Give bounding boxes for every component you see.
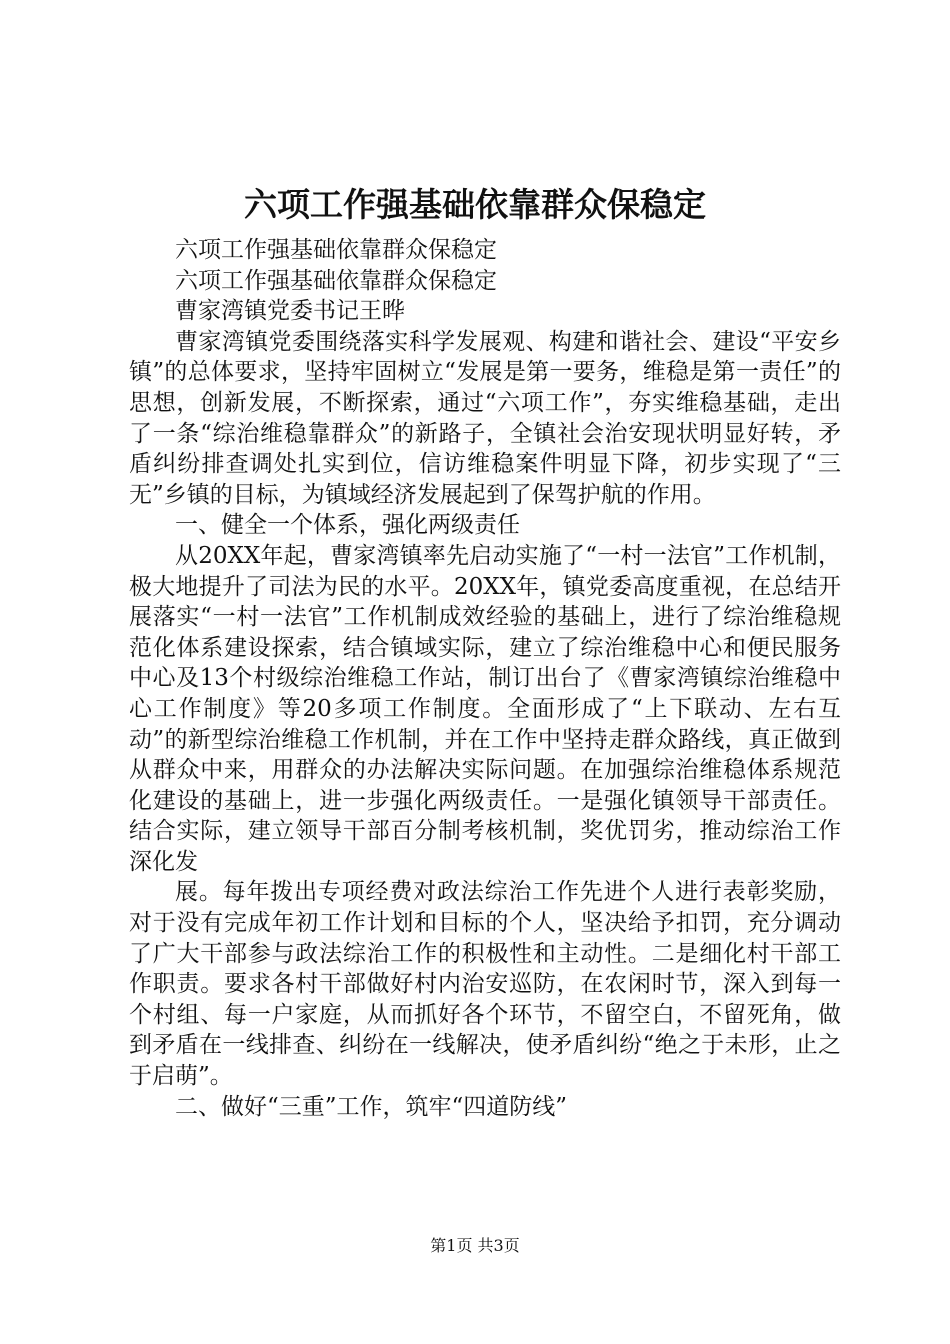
document-body [129, 235, 841, 1122]
section-heading: 一、健全一个体系，强化两级责任 [175, 512, 520, 539]
paragraph: 六项工作强基础依靠群众保稳定 [175, 267, 497, 294]
paragraph: 展。每年拨出专项经费对政法综治工作先进个人进行表彰奖励，对于没有完成年初工作计划和目标的个人，坚决给予扣罚，充分调动了广大干部参与政法综治工作的积极性和主动性。二是细化村干部工作职责。要求各村干部做好村内治安巡防，在农闲时节，深入到每一个村组、每一户家庭，从而抓好各个环节，不留空白，不留死角，做到矛盾在一线排查、纠纷在一线解决，使矛盾纠纷“绝之于未形，止之于启萌”。 [129, 879, 841, 1090]
document-title: 六项工作强基础依靠群众保稳定 [244, 185, 706, 224]
section-heading: 二、做好“三重”工作，筑牢“四道防线” [175, 1093, 568, 1120]
paragraph: 六项工作强基础依靠群众保稳定 [175, 237, 497, 263]
paragraph: 曹家湾镇党委围绕落实科学发展观、构建和谐社会、建设“平安乡镇”的总体要求，坚持牢固树立“发展是第一要务，维稳是第一责任”的思想，创新发展，不断探索，通过“六项工作”，夯实维稳基础，走出了一条“综治维稳靠群众”的新路子，全镇社会治安现状明显好转，矛盾纠纷排查调处扎实到位，信访维稳案件明显下降，初步实现了“三无”乡镇的目标，为镇域经济发展起到了保驾护航的作用。 [129, 328, 841, 508]
author-line: 曹家湾镇党委书记王晔 [175, 298, 405, 325]
page-footer: 第1页 共3页 [430, 1236, 520, 1255]
paragraph: 从20XX年起，曹家湾镇率先启动实施了“一村一法官”工作机制，极大地提升了司法为民的水平。20XX年，镇党委高度重视，在总结开展落实“一村一法官”工作机制成效经验的基础上，进行了综治维稳规范化体系建设探索，结合镇域实际，建立了综治维稳中心和便民服务中心及13个村级综治维稳工作站，制订出台了《曹家湾镇综治维稳中心工作制度》等20多项工作制度。全面形成了“上下联动、左右互动”的新型综治维稳工作机制，并在工作中坚持走群众路线，真正做到从群众中来，用群众的办法解决实际问题。在加强综治维稳体系规范化建设的基础上，进一步强化两级责任。一是强化镇领导干部责任。结合实际，建立领导干部百分制考核机制，奖优罚劣，推动综治工作深化发 [129, 542, 841, 875]
